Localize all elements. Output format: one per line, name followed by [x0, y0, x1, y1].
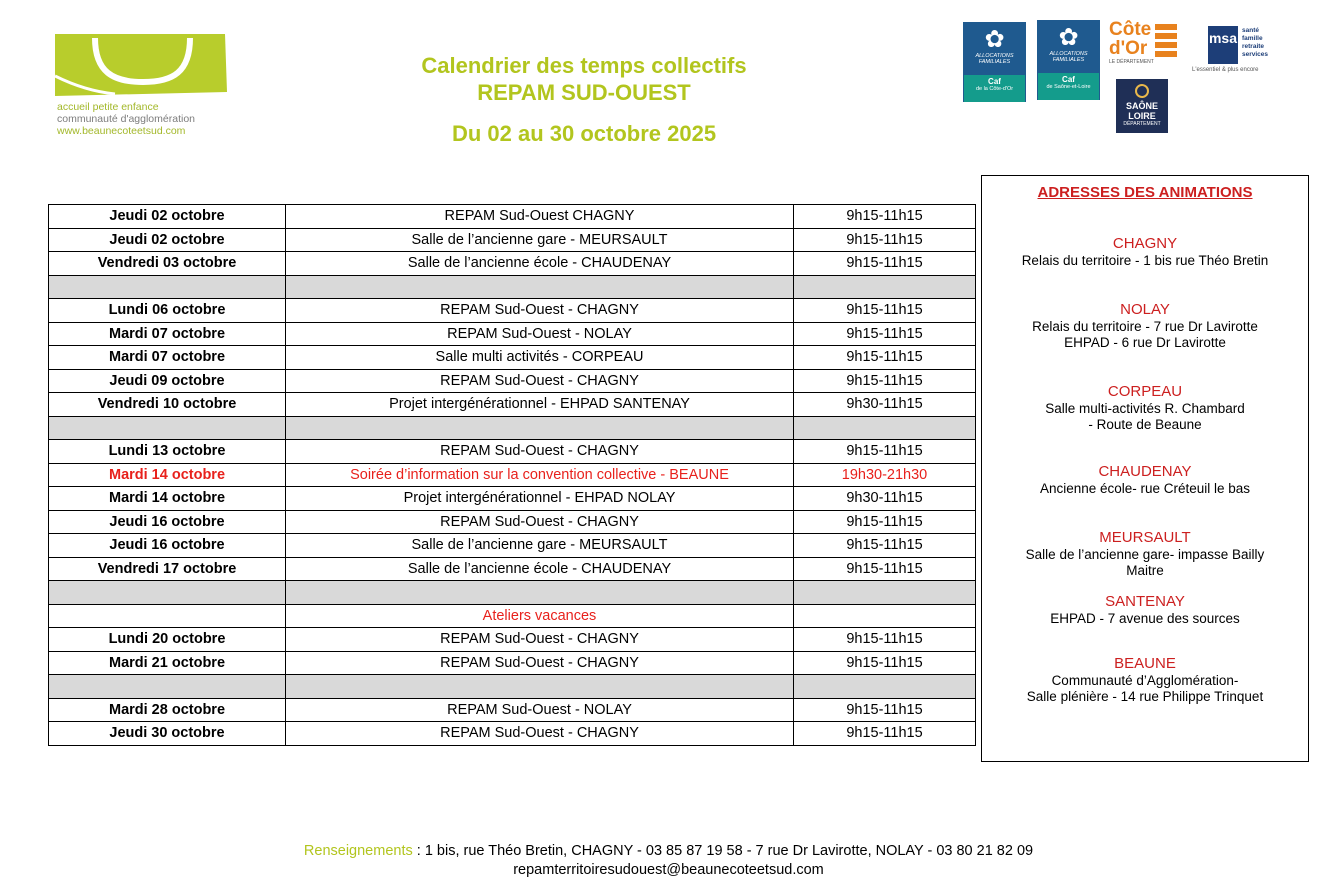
address-city: CHAGNY: [1112, 235, 1178, 252]
caf2-name: Caf: [1062, 75, 1075, 84]
table-row: [49, 651, 976, 675]
cell-event: REPAM Sud-Ouest - CHAGNY: [286, 651, 794, 675]
cell-time: 9h15-11h15: [794, 651, 976, 675]
table-row: [49, 252, 976, 276]
cell-date: [49, 416, 286, 440]
cell-date: [49, 675, 286, 699]
cell-event: Salle multi activités - CORPEAU: [286, 346, 794, 370]
caf1-small-text: ALLOCATIONS FAMILIALES: [975, 53, 1014, 65]
table-row: [49, 205, 976, 229]
cell-time: [794, 416, 976, 440]
saone-emblem-icon: [1135, 84, 1149, 98]
cell-event: Ateliers vacances: [286, 604, 794, 628]
logo-line-3: www.beaunecoteetsud.com: [57, 125, 186, 137]
address-chaudenay: [982, 463, 1308, 497]
table-row: [49, 487, 976, 511]
table-row: [49, 322, 976, 346]
table-row: [49, 440, 976, 464]
cell-date: Vendredi 10 octobre: [49, 393, 286, 417]
cell-time: 19h30-21h30: [794, 463, 976, 487]
msa-words: [1242, 27, 1268, 59]
cell-time: 9h15-11h15: [794, 440, 976, 464]
cote-dor-logo: [1106, 20, 1178, 70]
cell-event: REPAM Sud-Ouest - CHAGNY: [286, 628, 794, 652]
schedule-table: [48, 204, 976, 746]
cell-event: REPAM Sud-Ouest - CHAGNY: [286, 510, 794, 534]
period-title: Du 02 au 30 octobre 2025: [451, 121, 717, 146]
footer-label: Renseignements: [303, 843, 413, 859]
cell-event: [286, 416, 794, 440]
cell-date: Jeudi 02 octobre: [49, 228, 286, 252]
msa-tagline: L'essentiel & plus encore: [1192, 67, 1259, 73]
msa-word: famille: [1242, 35, 1263, 42]
cell-date: Lundi 13 octobre: [49, 440, 286, 464]
table-row: [49, 534, 976, 558]
cell-event: REPAM Sud-Ouest - NOLAY: [286, 698, 794, 722]
accueil-petite-enfance-logo: [55, 32, 230, 142]
separator-row: [49, 416, 976, 440]
address-city: NOLAY: [1120, 301, 1170, 318]
address-corpeau: [982, 383, 1308, 433]
table-row: [49, 698, 976, 722]
title-line-2: REPAM SUD-OUEST: [477, 80, 691, 105]
table-row: [49, 346, 976, 370]
msa-word: services: [1242, 51, 1269, 58]
cell-time: 9h15-11h15: [794, 557, 976, 581]
cell-time: 9h15-11h15: [794, 322, 976, 346]
address-city: CORPEAU: [1107, 383, 1183, 400]
cell-event: Projet intergénérationnel - EHPAD NOLAY: [286, 487, 794, 511]
address-line: EHPAD - 6 rue Dr Lavirotte: [1064, 335, 1226, 350]
address-line: Relais du territoire - 1 bis rue Théo Bretin: [1021, 253, 1269, 268]
cell-date: Mardi 28 octobre: [49, 698, 286, 722]
cell-date: Jeudi 02 octobre: [49, 205, 286, 229]
cote-dor-bars-icon: [1155, 24, 1177, 60]
cell-time: 9h15-11h15: [794, 698, 976, 722]
saone-name-2: LOIRE: [1128, 111, 1156, 121]
cell-event: Salle de l’ancienne gare - MEURSAULT: [286, 228, 794, 252]
cell-event: REPAM Sud-Ouest - CHAGNY: [286, 369, 794, 393]
page-title: [360, 52, 808, 147]
cell-date: Mardi 21 octobre: [49, 651, 286, 675]
address-line: EHPAD - 7 avenue des sources: [1050, 611, 1240, 626]
cell-date: Mardi 07 octobre: [49, 346, 286, 370]
address-line: Ancienne école- rue Créteuil le bas: [1039, 481, 1251, 496]
cell-time: 9h30-11h15: [794, 487, 976, 511]
caf-emblem-icon: ✿: [984, 26, 1005, 53]
caf-saone-et-loire-logo: [1037, 20, 1100, 100]
cell-time: 9h15-11h15: [794, 510, 976, 534]
table-row: [49, 604, 976, 628]
cell-event: Salle de l’ancienne école - CHAUDENAY: [286, 252, 794, 276]
separator-row: [49, 675, 976, 699]
address-chagny: [982, 235, 1308, 269]
caf-emblem-icon: ✿: [1058, 24, 1079, 51]
cote-dor-name: Côte d'Or: [1109, 19, 1152, 59]
cell-event: [286, 581, 794, 605]
cell-event: Soirée d’information sur la convention collective - BEAUNE: [286, 463, 794, 487]
address-line: Relais du territoire - 7 rue Dr Lavirotte: [1032, 319, 1258, 334]
cell-time: 9h15-11h15: [794, 346, 976, 370]
cell-time: [794, 675, 976, 699]
cell-event: REPAM Sud-Ouest - CHAGNY: [286, 722, 794, 746]
cell-time: 9h15-11h15: [794, 205, 976, 229]
cell-time: 9h30-11h15: [794, 393, 976, 417]
cell-date: Lundi 06 octobre: [49, 299, 286, 323]
cote-dor-sub: LE DÉPARTEMENT: [1109, 59, 1154, 65]
address-line: - Route de Beaune: [1088, 417, 1202, 432]
table-row: [49, 369, 976, 393]
cell-date: Mardi 14 octobre: [49, 487, 286, 511]
cell-date: [49, 275, 286, 299]
caf1-name: Caf: [988, 77, 1001, 86]
address-line: Salle plénière - 14 rue Philippe Trinquet: [1026, 689, 1264, 704]
cell-event: Salle de l’ancienne école - CHAUDENAY: [286, 557, 794, 581]
caf-cote-dor-logo: [963, 22, 1026, 102]
address-heading: [982, 184, 1308, 201]
address-line: Salle multi-activités R. Chambard: [1045, 401, 1245, 416]
cell-event: REPAM Sud-Ouest - CHAGNY: [286, 299, 794, 323]
address-santenay: [982, 593, 1308, 627]
address-city: SANTENAY: [1105, 593, 1185, 610]
table-row: [49, 557, 976, 581]
cell-date: Mardi 14 octobre: [49, 463, 286, 487]
logo-line-2: communauté d'agglomération: [57, 113, 196, 125]
cell-time: [794, 581, 976, 605]
table-row: [49, 722, 976, 746]
cell-date: Jeudi 16 octobre: [49, 510, 286, 534]
address-line: Maitre: [1126, 563, 1164, 578]
caf1-region: de la Côte-d'Or: [975, 86, 1014, 92]
cell-event: REPAM Sud-Ouest - CHAGNY: [286, 440, 794, 464]
smile-logo-icon: [55, 32, 230, 102]
address-city: CHAUDENAY: [1098, 463, 1192, 480]
schedule-body: [49, 205, 976, 746]
table-row: [49, 510, 976, 534]
address-beaune: [982, 655, 1308, 705]
cell-event: [286, 275, 794, 299]
footer-email[interactable]: repamterritoiresudouest@beaunecoteetsud.com: [513, 862, 824, 878]
logo-line-1: accueil petite enfance: [57, 101, 159, 113]
cell-date: Vendredi 03 octobre: [49, 252, 286, 276]
separator-row: [49, 275, 976, 299]
table-row: [49, 463, 976, 487]
cell-date: Lundi 20 octobre: [49, 628, 286, 652]
footer-info-line: [0, 842, 1337, 861]
cell-time: 9h15-11h15: [794, 534, 976, 558]
cell-event: [286, 675, 794, 699]
table-row: [49, 628, 976, 652]
cell-time: 9h15-11h15: [794, 722, 976, 746]
address-line: Salle de l’ancienne gare- impasse Bailly: [1025, 547, 1265, 562]
cell-time: [794, 604, 976, 628]
cell-event: REPAM Sud-Ouest CHAGNY: [286, 205, 794, 229]
table-row: [49, 393, 976, 417]
footer-info: : 1 bis, rue Théo Bretin, CHAGNY - 03 85 87 19 58 - 7 rue Dr Lavirotte, NOLAY - 03 80 21 82 09: [412, 843, 1034, 859]
cell-date: [49, 604, 286, 628]
cell-time: 9h15-11h15: [794, 299, 976, 323]
cell-date: [49, 581, 286, 605]
cell-time: 9h15-11h15: [794, 228, 976, 252]
msa-word: santé: [1242, 27, 1259, 34]
table-row: [49, 228, 976, 252]
cell-date: Jeudi 09 octobre: [49, 369, 286, 393]
title-line-1: Calendrier des temps collectifs: [421, 53, 747, 78]
address-city: BEAUNE: [1114, 655, 1176, 672]
address-meursault: [982, 529, 1308, 579]
cell-event: REPAM Sud-Ouest - NOLAY: [286, 322, 794, 346]
saone-name-1: SAÔNE: [1125, 101, 1158, 111]
table-row: [49, 299, 976, 323]
msa-logo: [1192, 26, 1292, 78]
address-heading-text: ADRESSES DES ANIMATIONS: [1037, 184, 1253, 201]
saone-et-loire-logo: [1116, 79, 1168, 133]
saone-sub: DÉPARTEMENT: [1123, 121, 1161, 127]
separator-row: [49, 581, 976, 605]
footer: [0, 842, 1337, 880]
address-box: [981, 175, 1309, 762]
caf2-region: de Saône-et-Loire: [1046, 84, 1091, 90]
cell-date: Jeudi 30 octobre: [49, 722, 286, 746]
cell-date: Jeudi 16 octobre: [49, 534, 286, 558]
cell-event: Projet intergénérationnel - EHPAD SANTENAY: [286, 393, 794, 417]
cell-date: Vendredi 17 octobre: [49, 557, 286, 581]
address-nolay: [982, 301, 1308, 351]
msa-name: msa: [1208, 26, 1238, 64]
cell-time: 9h15-11h15: [794, 252, 976, 276]
cell-event: Salle de l’ancienne gare - MEURSAULT: [286, 534, 794, 558]
cell-time: 9h15-11h15: [794, 369, 976, 393]
cell-date: Mardi 07 octobre: [49, 322, 286, 346]
address-line: Communauté d’Agglomération-: [1051, 673, 1239, 688]
address-city: MEURSAULT: [1099, 529, 1191, 546]
caf2-small-text: ALLOCATIONS FAMILIALES: [1049, 51, 1088, 63]
msa-word: retraite: [1242, 43, 1265, 50]
cell-time: [794, 275, 976, 299]
cell-time: 9h15-11h15: [794, 628, 976, 652]
